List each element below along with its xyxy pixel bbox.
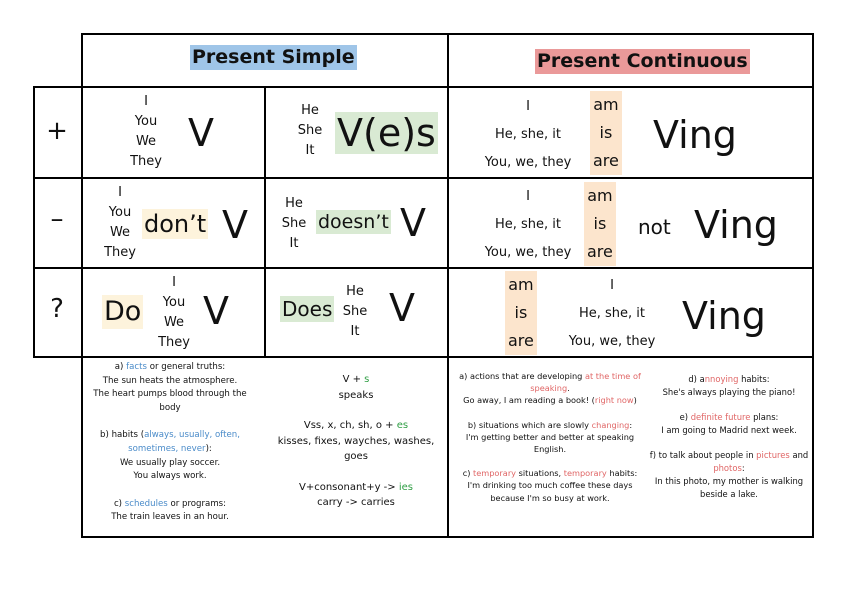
question-simple-aux-2: Does (282, 297, 333, 321)
cont-use-a-heading: a) actions that are developing at the time of (459, 371, 641, 381)
cont-use-a-heading-2: speaking. (530, 383, 570, 394)
simple-use-b-example: You always work. (133, 471, 207, 482)
cont-use-b-heading: b) situations which are slowly changing: (467, 419, 633, 430)
question-sign: ? (50, 294, 64, 324)
negative-simple-pronouns-2: He She It (281, 196, 307, 251)
question-simple-aux-1: Do (104, 296, 142, 327)
question-simple-verb-2: V (389, 286, 415, 330)
table-border-header-bottom (33, 86, 814, 88)
negative-simple-pronouns-1: I You We They (104, 185, 136, 260)
question-simple-pronouns-2: He She It (342, 284, 368, 339)
cont-use-c-example: because I'm so busy at work. (490, 492, 610, 503)
spelling-rule-ies: V+consonant+y -> ies (298, 481, 413, 493)
question-simple-pronouns-1: I You We They (158, 275, 190, 350)
simple-use-b-heading: b) habits (always, usually, often, (100, 430, 240, 441)
spelling-rule-es: Vss, x, ch, sh, o + es (303, 420, 409, 431)
cont-use-e-heading: e) definite future plans: (679, 412, 779, 422)
simple-use-a-example: The sun heats the atmosphere. (102, 375, 238, 386)
affirmative-simple-pronouns-1: I You We They (130, 94, 162, 169)
spelling-rule-s-example: speaks (338, 389, 374, 401)
simple-use-a-heading: a) facts or general truths: (114, 362, 226, 372)
negative-cont-not: not (638, 215, 671, 239)
continuous-uses-right (648, 373, 810, 501)
cont-use-d-example: She's always playing the piano! (662, 387, 796, 397)
affirmative-cont-verb: Ving (653, 113, 737, 157)
negative-sign: – (50, 204, 64, 234)
cont-use-d-heading: d) annoying habits: (688, 374, 770, 384)
simple-use-c-example: The train leaves in an hour. (111, 512, 229, 523)
negative-simple-aux-1: don’t (144, 210, 207, 238)
affirmative-sign: + (46, 116, 68, 146)
table-border-center (447, 33, 449, 538)
simple-use-b-heading-2: sometimes, never): (128, 443, 212, 454)
simple-spelling-notes (272, 372, 440, 511)
spelling-rule-es-example: goes (344, 451, 368, 462)
negative-simple-verb-2: V (400, 201, 426, 245)
cont-use-c-heading: c) temporary situations, temporary habits: (462, 468, 638, 479)
negative-simple-verb-1: V (222, 203, 248, 247)
spelling-rule-s: V + s (342, 374, 370, 385)
simple-use-b-example: We usually play soccer. (119, 457, 221, 468)
question-simple-verb-1: V (203, 289, 229, 333)
negative-cont-be: am is are (584, 182, 616, 266)
cont-use-b-example: I'm getting better and better at speaking (465, 431, 635, 442)
cont-use-e-example: I am going to Madrid next week. (661, 425, 797, 435)
present-simple-header: Present Simple (192, 46, 355, 68)
table-border-row2 (33, 267, 814, 269)
question-cont-pronouns: I He, she, it You, we, they (568, 278, 656, 349)
simple-use-c-heading: c) schedules or programs: (113, 498, 227, 509)
table-border-left (33, 86, 35, 358)
question-cont-be: am is are (505, 271, 537, 355)
simple-use-a-example: The heart pumps blood through the (93, 389, 247, 400)
cont-use-f-heading: f) to talk about people in pictures and (649, 450, 809, 460)
cont-use-b-example: English. (533, 444, 567, 455)
cont-use-f-example: beside a lake. (700, 489, 758, 499)
affirmative-simple-pronouns-2: He She It (297, 103, 323, 158)
negative-simple-aux-2: doesn’t (318, 211, 389, 233)
table-border-right (812, 33, 814, 538)
negative-cont-pronouns: I He, she, it You, we, they (484, 189, 572, 260)
cont-use-c-example: I'm drinking too much coffee these days (467, 480, 633, 491)
table-border-row3 (33, 356, 814, 358)
affirmative-cont-pronouns: I He, she, it You, we, they (484, 99, 572, 170)
affirmative-cont-be: am is are (590, 91, 622, 175)
cont-use-f-heading-2: photos: (713, 463, 745, 473)
present-continuous-header: Present Continuous (537, 50, 748, 72)
affirmative-simple-verb-2: V(e)s (337, 111, 436, 155)
simple-uses-notes (86, 361, 254, 525)
cont-use-a-example: Go away, I am reading a book! (right now) (463, 395, 637, 406)
spelling-rule-ies-example: carry -> carries (317, 497, 395, 508)
continuous-uses-left (452, 370, 648, 504)
cont-use-f-example: In this photo, my mother is walking (654, 476, 804, 486)
table-border-simple-divider (264, 86, 266, 358)
simple-use-a-example: body (159, 402, 181, 413)
spelling-rule-es-example: kisses, fixes, wayches, washes, (277, 435, 435, 447)
table-border-left-inner (81, 33, 83, 538)
table-border-row1 (33, 177, 814, 179)
affirmative-simple-verb-1: V (188, 111, 214, 155)
question-cont-verb: Ving (682, 294, 766, 338)
negative-cont-verb: Ving (694, 203, 778, 247)
